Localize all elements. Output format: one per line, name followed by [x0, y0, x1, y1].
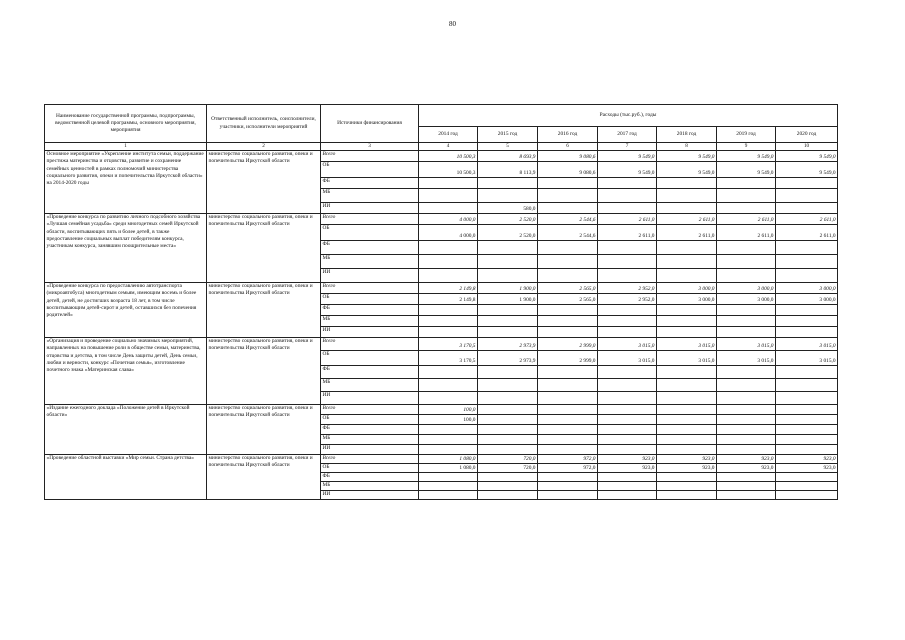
expense-value: 720,0 [478, 455, 538, 464]
header-executor: Ответственный исполнитель, соисполнители, участники, исполнители мероприятий [207, 105, 321, 143]
expense-value [538, 435, 598, 445]
expense-value [776, 491, 838, 500]
expense-value: 9 549,0 [657, 162, 717, 178]
measure-executor: министерство социального развития, опеки и попечительства Иркутской области [207, 283, 321, 338]
expense-value: 3 015,0 [717, 351, 776, 366]
expense-value: 3 015,0 [776, 351, 838, 366]
funding-source: ИИ [321, 269, 419, 283]
header-year: 2015 год [478, 127, 538, 143]
expense-value [717, 269, 776, 283]
funding-source: ФБ [321, 305, 419, 316]
expense-value: 972,0 [538, 464, 598, 473]
expense-value: 3 000,0 [717, 283, 776, 294]
expense-value: 9 549,0 [776, 151, 838, 162]
expense-value: 1 900,0 [478, 283, 538, 294]
column-index: 6 [538, 143, 598, 151]
expense-value [538, 269, 598, 283]
expense-value: 2 952,0 [598, 283, 657, 294]
expense-value: 3 170,5 [419, 351, 478, 366]
expense-value [538, 327, 598, 338]
expense-value [598, 255, 657, 269]
expense-value [776, 366, 838, 379]
expense-value: 2 565,0 [538, 283, 598, 294]
expense-value [776, 316, 838, 327]
expense-value [717, 305, 776, 316]
expense-value [478, 473, 538, 482]
expense-value: 3 000,0 [717, 294, 776, 305]
expense-value [776, 178, 838, 189]
funding-source: МБ [321, 189, 419, 203]
column-index: 2 [207, 143, 321, 151]
expense-value [598, 379, 657, 392]
expense-value: 9 549,0 [598, 151, 657, 162]
expense-value: 3 000,0 [657, 294, 717, 305]
expense-value: 2 611,0 [657, 214, 717, 225]
expense-value [419, 392, 478, 405]
expense-value: 9 549,0 [657, 151, 717, 162]
expense-value [538, 445, 598, 455]
table-row [45, 455, 838, 464]
expense-value [657, 491, 717, 500]
expense-value: 720,0 [478, 464, 538, 473]
expense-value [419, 445, 478, 455]
expense-value [717, 392, 776, 405]
funding-source: ОБ [321, 415, 419, 425]
expense-value [538, 305, 598, 316]
funding-source: ОБ [321, 225, 419, 241]
funding-source: МБ [321, 316, 419, 327]
expense-value [657, 445, 717, 455]
expense-value [478, 178, 538, 189]
expense-value [657, 327, 717, 338]
expense-value [657, 178, 717, 189]
table-row [45, 214, 838, 225]
measure-executor: министерство социального развития, опеки и попечительства Иркутской области [207, 151, 321, 214]
expense-value [776, 392, 838, 405]
expense-value: 10 500,3 [419, 162, 478, 178]
expense-value [598, 445, 657, 455]
measure-executor: министерство социального развития, опеки и попечительства Иркутской области [207, 405, 321, 455]
expense-value: 1 080,0 [419, 464, 478, 473]
expense-value [776, 405, 838, 415]
expense-value: 100,0 [419, 415, 478, 425]
expense-value: 923,0 [657, 455, 717, 464]
funding-source: ФБ [321, 366, 419, 379]
header-expenses: Расходы (тыс.руб.), годы [419, 105, 838, 127]
expense-value [717, 491, 776, 500]
expense-value [717, 203, 776, 214]
expense-value [538, 491, 598, 500]
expense-value [598, 366, 657, 379]
expense-value: 2 520,0 [478, 225, 538, 241]
expense-value [478, 327, 538, 338]
expense-value: 3 000,0 [657, 283, 717, 294]
expense-value [598, 435, 657, 445]
expense-value [717, 473, 776, 482]
expense-value: 3 000,0 [776, 294, 838, 305]
expense-value [419, 178, 478, 189]
expense-value [478, 491, 538, 500]
funding-source: ИИ [321, 392, 419, 405]
expense-value [776, 327, 838, 338]
expense-value [598, 241, 657, 255]
expense-value [717, 327, 776, 338]
column-index: 5 [478, 143, 538, 151]
expense-value: 1 080,0 [419, 455, 478, 464]
expense-value [419, 269, 478, 283]
expense-value [538, 415, 598, 425]
column-index: 9 [717, 143, 776, 151]
expense-value [776, 189, 838, 203]
expense-value [657, 255, 717, 269]
expense-value [419, 316, 478, 327]
expense-value [478, 269, 538, 283]
measure-executor: министерство социального развития, опеки и попечительства Иркутской области [207, 455, 321, 500]
funding-source: МБ [321, 482, 419, 491]
expense-value: 2 611,0 [717, 225, 776, 241]
expense-value [538, 392, 598, 405]
funding-source: ФБ [321, 178, 419, 189]
expense-value [478, 189, 538, 203]
expense-value [717, 189, 776, 203]
expense-value [478, 255, 538, 269]
expense-value [776, 435, 838, 445]
expense-value [657, 435, 717, 445]
expense-value [776, 425, 838, 435]
expense-value [657, 269, 717, 283]
expense-value: 923,0 [776, 464, 838, 473]
expense-value: 2 952,0 [598, 294, 657, 305]
page-number: 80 [449, 20, 456, 28]
expense-value [538, 203, 598, 214]
expense-value [717, 405, 776, 415]
expense-value [538, 473, 598, 482]
funding-source: Всего [321, 151, 419, 162]
funding-source: МБ [321, 255, 419, 269]
funding-source: ИИ [321, 445, 419, 455]
expense-value [776, 241, 838, 255]
expense-value [657, 482, 717, 491]
funding-source: Всего [321, 214, 419, 225]
expense-value: 2 611,0 [776, 214, 838, 225]
expense-value [598, 189, 657, 203]
expense-value: 4 000,0 [419, 225, 478, 241]
header-year: 2020 год [776, 127, 838, 143]
expense-value [478, 425, 538, 435]
table-row [45, 405, 838, 415]
header-year: 2017 год [598, 127, 657, 143]
funding-source: Всего [321, 405, 419, 415]
expense-value [598, 269, 657, 283]
expense-value [776, 379, 838, 392]
header-year: 2018 год [657, 127, 717, 143]
expense-value: 2 544,6 [538, 214, 598, 225]
expense-value [598, 473, 657, 482]
expense-value [657, 473, 717, 482]
expense-value [657, 316, 717, 327]
expense-value [717, 379, 776, 392]
expense-value: 923,0 [598, 464, 657, 473]
column-index: 4 [419, 143, 478, 151]
expense-value [598, 482, 657, 491]
expense-value [657, 425, 717, 435]
measure-name: «Издание ежегодного доклада «Положение детей в Иркутской области» [45, 405, 207, 455]
expense-value: 2 611,0 [598, 225, 657, 241]
expense-value: 2 565,0 [538, 294, 598, 305]
header-year: 2019 год [717, 127, 776, 143]
expense-value [478, 405, 538, 415]
funding-source: ФБ [321, 425, 419, 435]
expense-value [538, 316, 598, 327]
funding-source: МБ [321, 379, 419, 392]
expense-value [657, 305, 717, 316]
expense-value [478, 445, 538, 455]
funding-source: ОБ [321, 294, 419, 305]
funding-source: МБ [321, 435, 419, 445]
expense-value [478, 415, 538, 425]
expense-value [776, 482, 838, 491]
funding-source: ФБ [321, 473, 419, 482]
expense-value [538, 178, 598, 189]
expense-value [657, 392, 717, 405]
expense-value [776, 473, 838, 482]
expense-value: 2 999,0 [538, 351, 598, 366]
expense-value: 2 973,9 [478, 351, 538, 366]
expense-value [717, 435, 776, 445]
expense-value: 9 549,0 [717, 162, 776, 178]
expense-value [657, 379, 717, 392]
measure-executor: министерство социального развития, опеки и попечительства Иркутской области [207, 338, 321, 405]
expense-value [598, 491, 657, 500]
expense-value: 2 973,9 [478, 338, 538, 351]
expense-value [717, 482, 776, 491]
expense-value [657, 241, 717, 255]
expense-value: 923,0 [657, 464, 717, 473]
expense-value [478, 379, 538, 392]
expense-value [776, 415, 838, 425]
expense-value [776, 203, 838, 214]
funding-source: Всего [321, 455, 419, 464]
expense-value: 3 015,0 [717, 338, 776, 351]
expense-value [598, 203, 657, 214]
expense-value: 4 000,0 [419, 214, 478, 225]
funding-source: ИИ [321, 327, 419, 338]
expense-value [657, 415, 717, 425]
expense-value: 2 611,0 [776, 225, 838, 241]
header-name: Наименование государственной программы, подпрограммы, ведомственной целевой программы, основного мероприятия, мероприятия [45, 105, 207, 143]
column-index: 3 [321, 143, 419, 151]
expense-value: 3 015,0 [657, 351, 717, 366]
expense-value: 923,0 [717, 464, 776, 473]
expense-value: 923,0 [598, 455, 657, 464]
expense-value: 2 149,8 [419, 294, 478, 305]
expense-value: 923,0 [717, 455, 776, 464]
expense-value: 3 000,0 [776, 283, 838, 294]
expense-value: 9 549,0 [598, 162, 657, 178]
expense-value: 8 693,9 [478, 151, 538, 162]
measure-name: Основное мероприятие «Укрепление института семьи, поддержание престижа материнства и отцовства, развитие и сохранение семейных ценностей в рамках полномочий министерства социального развития, опеки и попечительства Иркутской области» на 2014-2020 годы [45, 151, 207, 214]
expense-value: 10 500,3 [419, 151, 478, 162]
funding-source: ИИ [321, 491, 419, 500]
expense-value [419, 366, 478, 379]
table-row [45, 283, 838, 294]
expense-value [717, 445, 776, 455]
funding-source: Всего [321, 338, 419, 351]
header-year: 2014 год [419, 127, 478, 143]
expense-value [717, 178, 776, 189]
expenses-table [44, 104, 838, 500]
expense-value [419, 425, 478, 435]
expense-value [478, 305, 538, 316]
expense-value: 2 611,0 [717, 214, 776, 225]
expense-value [598, 392, 657, 405]
column-index: 10 [776, 143, 838, 151]
expense-value [657, 366, 717, 379]
expense-value: 2 520,0 [478, 214, 538, 225]
expense-value: 9 549,0 [776, 162, 838, 178]
table-row [45, 151, 838, 162]
expense-value [598, 327, 657, 338]
funding-source: ИИ [321, 203, 419, 214]
expense-value [538, 189, 598, 203]
expense-value [419, 203, 478, 214]
table-row [45, 338, 838, 351]
expense-value [419, 241, 478, 255]
expense-value: 9 080,6 [538, 162, 598, 178]
expense-value: 9 549,0 [717, 151, 776, 162]
expense-value [419, 189, 478, 203]
expense-value: 2 611,0 [598, 214, 657, 225]
expense-value [717, 241, 776, 255]
expense-value: 2 611,0 [657, 225, 717, 241]
expense-value [419, 491, 478, 500]
measure-executor: министерство социального развития, опеки и попечительства Иркутской области [207, 214, 321, 283]
header-sources: Источники финансирования [321, 105, 419, 143]
header-year: 2016 год [538, 127, 598, 143]
expense-value [776, 255, 838, 269]
expense-value [538, 255, 598, 269]
expense-value: 2 149,8 [419, 283, 478, 294]
expense-value: 3 170,5 [419, 338, 478, 351]
funding-source: ОБ [321, 162, 419, 178]
expense-value [598, 405, 657, 415]
expense-value [478, 316, 538, 327]
expense-value: 580,0 [478, 203, 538, 214]
expense-value: 2 544,6 [538, 225, 598, 241]
expense-value [419, 379, 478, 392]
expense-value [419, 305, 478, 316]
expense-value [598, 305, 657, 316]
funding-source: ОБ [321, 351, 419, 366]
expense-value [478, 241, 538, 255]
expense-value [717, 415, 776, 425]
expense-value [538, 482, 598, 491]
expense-value [478, 392, 538, 405]
expense-value [538, 379, 598, 392]
expense-value: 3 015,0 [598, 338, 657, 351]
expense-value: 100,0 [419, 405, 478, 415]
expense-value [478, 366, 538, 379]
expense-value [538, 241, 598, 255]
measure-name: «Проведение областной выставки «Мир семьи. Страна детства» [45, 455, 207, 500]
expense-value [717, 255, 776, 269]
expense-value [657, 405, 717, 415]
expense-value: 1 900,0 [478, 294, 538, 305]
expense-value: 2 999,0 [538, 338, 598, 351]
expense-value [717, 366, 776, 379]
column-index: 1 [45, 143, 207, 151]
expense-value: 3 015,0 [657, 338, 717, 351]
expense-value [598, 425, 657, 435]
expense-value [776, 269, 838, 283]
column-index: 8 [657, 143, 717, 151]
expense-value [538, 405, 598, 415]
expense-value: 8 113,9 [478, 162, 538, 178]
expense-value [538, 366, 598, 379]
expense-value: 3 015,0 [776, 338, 838, 351]
expense-value [717, 425, 776, 435]
expense-value [598, 316, 657, 327]
expense-value [419, 327, 478, 338]
expense-value [419, 435, 478, 445]
expense-value: 972,0 [538, 455, 598, 464]
expense-value: 3 015,0 [598, 351, 657, 366]
expense-value: 9 080,6 [538, 151, 598, 162]
expense-value [478, 435, 538, 445]
column-index: 7 [598, 143, 657, 151]
funding-source: Всего [321, 283, 419, 294]
measure-name: «Проведение конкурса по предоставлению автотранспорта (микроавтобуса) многодетным семьям, имеющим восемь и более детей, детей, не достигших возраста 18 лет, в том числе воспитывающим детей-сирот и детей, оставшихся без попечения родителей» [45, 283, 207, 338]
expense-value [657, 203, 717, 214]
expense-value [657, 189, 717, 203]
expense-value [478, 482, 538, 491]
funding-source: ФБ [321, 241, 419, 255]
expense-value [538, 425, 598, 435]
funding-source: ОБ [321, 464, 419, 473]
measure-name: «Организация и проведение социально значимых мероприятий, направленных на повышение роли в обществе семьи, материнства, отцовства и детства, в том числе День защиты детей, День семьи, любви и верности, конкурс «Почетная семья», изготовление почетного знака «Материнская слава» [45, 338, 207, 405]
expense-value [776, 305, 838, 316]
expense-value [419, 473, 478, 482]
expense-value [598, 178, 657, 189]
expense-value [776, 445, 838, 455]
expense-value [598, 415, 657, 425]
expense-value [717, 316, 776, 327]
measure-name: «Проведение конкурса по развитию личного подсобного хозяйства «Лучшая семейная усадьба» среди многодетных семей Иркутской области, воспитывающих пять и более детей, в также предоставление социальных выплат победителям конкурса, участникам конкурса, занявшим поощрительные места» [45, 214, 207, 283]
expense-value: 923,0 [776, 455, 838, 464]
expense-value [419, 255, 478, 269]
expense-value [419, 482, 478, 491]
